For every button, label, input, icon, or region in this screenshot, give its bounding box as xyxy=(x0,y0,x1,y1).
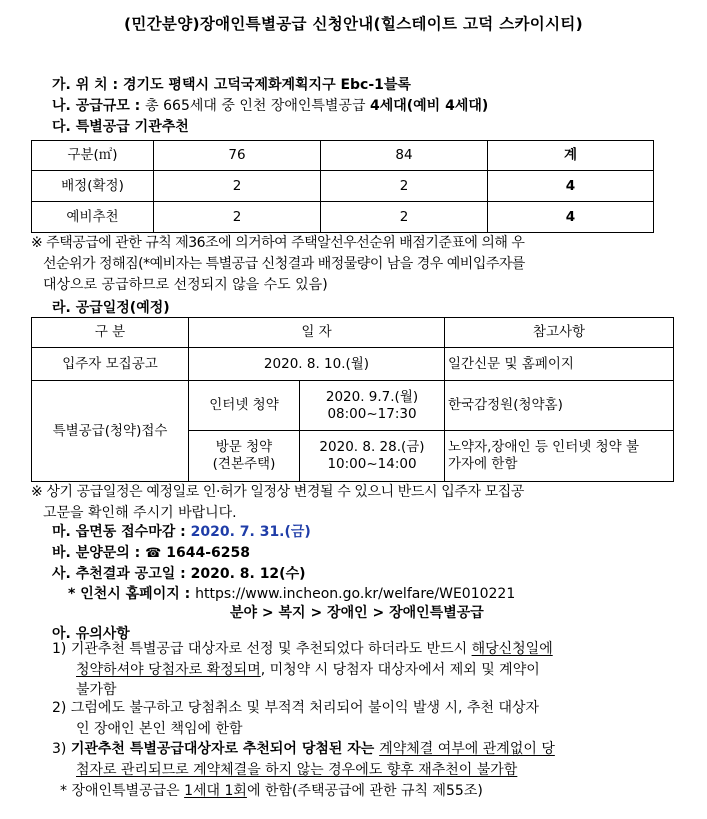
item-text-underlined: 청약하셔야 당첨자로 확정되며 xyxy=(76,661,261,678)
table-cell: 2 xyxy=(154,171,321,202)
note-line: ※ 주택공급에 관한 규칙 제36조에 의거하여 주택알선우선순위 배점기준표에 의해 우 xyxy=(31,235,525,251)
homepage-menu-path: 분야 > 복지 > 장애인 > 장애인특별공급 xyxy=(230,605,484,621)
table-cell: 2 xyxy=(321,171,488,202)
header-cell: 일 자 xyxy=(189,318,445,348)
table-cell: 2 xyxy=(154,202,321,233)
header-cell: 참고사항 xyxy=(445,318,674,348)
table-row xyxy=(32,202,654,233)
item-text: * 장애인특별공급은 xyxy=(60,783,185,799)
note-line: 대상으로 공급하므로 선정되지 않을 수도 있음) xyxy=(43,277,328,293)
visit-label: 방문 청약 xyxy=(215,439,273,455)
table-row xyxy=(32,381,674,431)
header-cell: 구 분 xyxy=(32,318,189,348)
supply-scale-label: 나. 공급규모 : xyxy=(52,98,146,114)
note-line: 고문을 확인해 주시기 바랍니다. xyxy=(43,505,237,521)
table-cell xyxy=(189,431,300,482)
item-text-underlined: 1세대 1회 xyxy=(184,783,247,799)
schedule-table xyxy=(31,317,674,482)
date-text: 2020. 9.7.(월) xyxy=(325,388,419,405)
single-application-note xyxy=(60,780,483,800)
note-item-line xyxy=(52,639,702,660)
supply-scale-text: 총 665세대 중 인천 장애인특별공급 xyxy=(145,98,370,114)
item-text: , 미청약 시 당첨자 대상자에서 제외 및 계약이 xyxy=(260,661,540,678)
item-text: 인 장애인 본인 책임에 한함 xyxy=(76,720,243,737)
visit-sublabel: (견본주택) xyxy=(212,456,276,472)
ref-text: 가자에 한함 xyxy=(448,456,518,472)
note-line: 선순위가 정해짐(*예비자는 특별공급 신청결과 배정물량이 남을 경우 예비입주자를 xyxy=(43,256,525,272)
time-text: 08:00~17:30 xyxy=(327,405,417,422)
inquiry-line xyxy=(52,542,250,562)
schedule-note xyxy=(31,482,524,524)
phone-icon: ☎ xyxy=(145,546,162,561)
row-label: 특별공급(청약)접수 xyxy=(32,381,189,482)
homepage-url[interactable]: https://www.incheon.go.kr/welfare/WE010221 xyxy=(195,586,516,602)
inquiry-label: 바. 분양문의 : xyxy=(52,545,146,561)
table-cell: 일간신문 및 홈페이지 xyxy=(445,348,674,381)
ref-text: 노약자,장애인 등 인터넷 청약 불 xyxy=(448,439,639,455)
item-text-underlined: 해당신청일에 xyxy=(471,641,553,657)
note-item-2 xyxy=(52,698,702,739)
date-text: 2020. 8. 28.(금) xyxy=(319,439,425,455)
page-title: (민간분양)장애인특별공급 신청안내(힐스테이트 고덕 스카이시티) xyxy=(124,15,583,33)
note-item-1 xyxy=(52,639,702,701)
item-text-underlined: 첨자로 관리되므로 계약체결을 하지 않는 경우에도 향후 재추천이 불가함 xyxy=(76,761,518,778)
announcement-date-line: 사. 추천결과 공고일 : 2020. 8. 12(수) xyxy=(52,566,306,582)
item-text: 그럼에도 불구하고 당첨취소 및 부적격 처리되어 불이익 발생 시, 추천 대상자 xyxy=(70,700,540,716)
schedule-heading: 라. 공급일정(예정) xyxy=(52,300,170,316)
table-cell: 4 xyxy=(488,202,654,233)
note-item-line xyxy=(52,660,702,681)
location-line: 가. 위 치 : 경기도 평택시 고덕국제화계획지구 Ebc-1블록 xyxy=(52,77,411,93)
item-text: 기관추천 특별공급 대상자로 선정 및 추천되었다 하더라도 반드시 xyxy=(70,641,472,657)
item-number: 1) xyxy=(52,641,67,657)
deadline-label: 마. 읍면동 접수마감 : xyxy=(52,524,191,540)
header-cell: 구분(㎡) xyxy=(32,141,154,171)
inquiry-phone: 1644-6258 xyxy=(161,545,250,561)
note-line: ※ 상기 공급일정은 예정일로 인·허가 일정상 변경될 수 있으니 반드시 입주자 모집공 xyxy=(31,484,525,500)
header-cell: 계 xyxy=(488,141,654,171)
item-text: 에 한함(주택공급에 관한 규칙 제55조) xyxy=(246,783,483,799)
row-label: 배정(확정) xyxy=(32,171,154,202)
note-item-line xyxy=(52,739,702,760)
table-cell xyxy=(300,381,445,431)
table-cell: 2020. 8. 10.(월) xyxy=(189,348,445,381)
supply-scale-count: 4세대(예비 4세대) xyxy=(369,98,489,114)
note-item-3 xyxy=(52,739,702,780)
notes-heading: 아. 유의사항 xyxy=(52,626,130,642)
homepage-label: * 인천시 홈페이지 : xyxy=(68,586,196,602)
table-row xyxy=(32,348,674,381)
header-cell: 76 xyxy=(154,141,321,171)
item-text-underlined: 계약체결 여부에 관계없이 당 xyxy=(379,741,555,757)
header-cell: 84 xyxy=(321,141,488,171)
item-text-bold: 기관추천 특별공급대상자로 추천되어 당첨된 자는 xyxy=(70,741,380,757)
item-number: 3) xyxy=(52,741,67,757)
note-item-line xyxy=(52,698,702,719)
deadline-line xyxy=(52,521,311,541)
deadline-date: 2020. 7. 31.(금) xyxy=(190,524,311,540)
institution-recommend-heading: 다. 특별공급 기관추천 xyxy=(52,119,189,135)
supply-scale-line xyxy=(52,95,488,115)
table-header-row xyxy=(32,318,674,348)
table-cell: 한국감정원(청약홈) xyxy=(445,381,674,431)
table-cell xyxy=(445,431,674,482)
priority-note xyxy=(31,233,525,296)
table-cell: 4 xyxy=(488,171,654,202)
table-cell: 인터넷 청약 xyxy=(189,381,300,431)
table-cell: 2 xyxy=(321,202,488,233)
item-text: 불가함 xyxy=(76,682,117,698)
row-label: 입주자 모집공고 xyxy=(32,348,189,381)
table-header-row xyxy=(32,141,654,171)
table-row xyxy=(32,171,654,202)
time-text: 10:00~14:00 xyxy=(327,456,417,472)
allocation-table xyxy=(31,140,654,233)
row-label: 예비추천 xyxy=(32,202,154,233)
homepage-line xyxy=(68,583,515,603)
table-cell xyxy=(300,431,445,482)
item-number: 2) xyxy=(52,700,67,716)
